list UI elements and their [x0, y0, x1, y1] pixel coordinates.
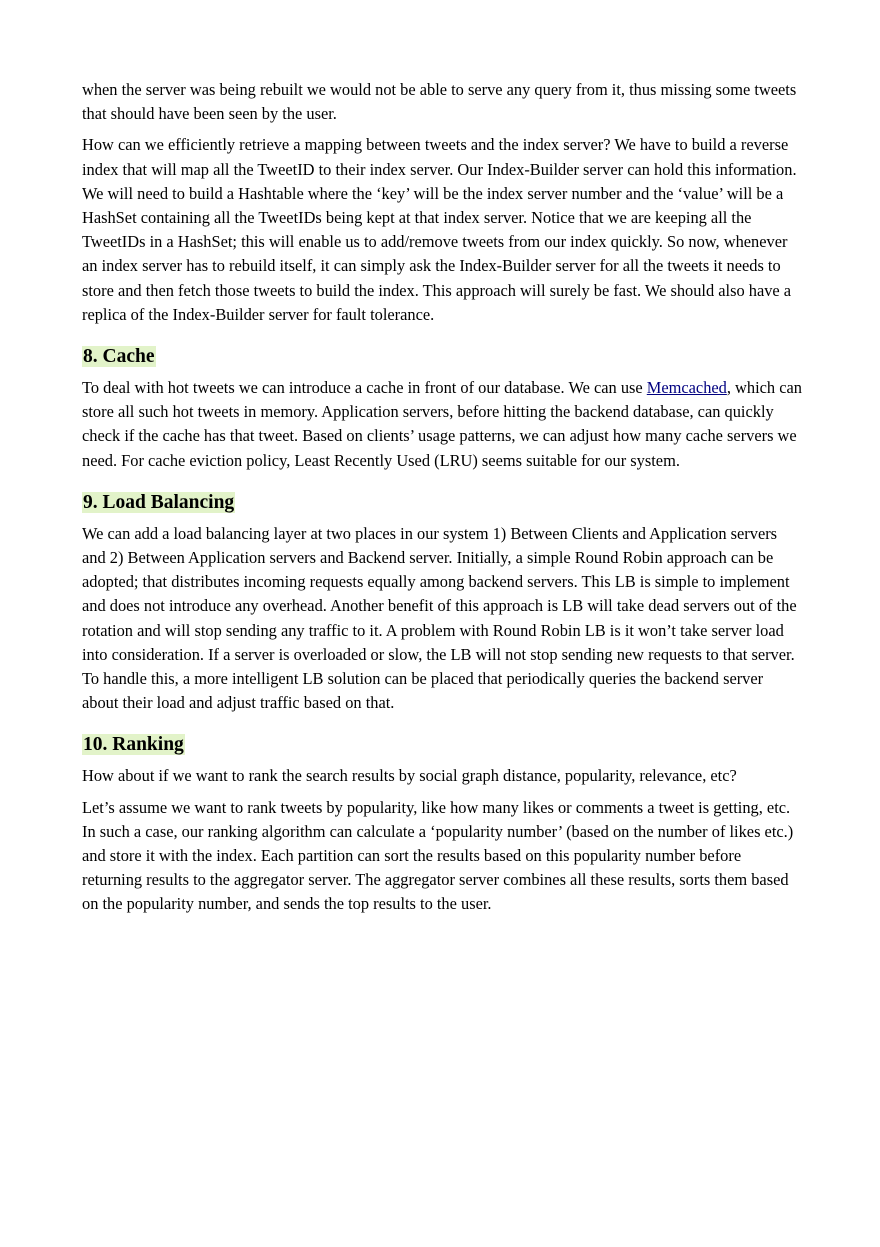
memcached-link[interactable]: Memcached [646, 378, 727, 398]
load-balancing-paragraph: We can add a load balancing layer at two places in our system 1) Between Clients and Application servers and 2) Between Application servers and Backend server. Initially, a simple Round Robin approach can be adopted; that distributes incoming requests equally among backend servers. This LB is simple to implement and does not introduce any overhead. Another benefit of this approach is LB will take dead servers out of the rotation and will stop sending any traffic to it. A problem with Round Robin LB is it won’t take server load into consideration. If a server is overloaded or slow, the LB will not stop sending new requests to that server. To handle this, a more intelligent LB solution can be placed that periodically queries the backend server about their load and adjust traffic based on that. [82, 523, 797, 713]
section-heading-load-balancing: 9. Load Balancing [83, 491, 235, 513]
section-heading-ranking: 10. Ranking [83, 734, 184, 756]
intro-paragraph: How can we efficiently retrieve a mapping between tweets and the index server? We have to build a reverse index that will map all the TweetID to their index server. Our Index-Builder server can hold this information. We will need to build a Hashtable where the ‘key’ will be the index server number and the ‘value’ will be a HashSet containing all the TweetIDs being kept at that index server. Notice that we are keeping all the TweetIDs in a HashSet; this will enable us to add/remove tweets from our index quickly. So now, whenever an index server has to rebuild itself, it can simply ask the Index-Builder server for all the tweets it needs to store and then fetch those tweets to build the index. This approach will surely be fast. We should also have a replica of the Index-Builder server for fault tolerance. [82, 135, 797, 324]
cache-paragraph: To deal with hot tweets we can introduce a cache in front of our database. We can use Memcached, which can store all such hot tweets in memory. Application servers, before hitting the backend database, can quickly check if the cache has that tweet. Based on clients’ usage patterns, we can adjust how many cache servers we need. For cache eviction policy, Least Recently Used (LRU) seems suitable for our system. [82, 378, 802, 470]
section-heading-cache: 8. Cache [83, 346, 155, 368]
intro-paragraph: when the server was being rebuilt we would not be able to serve any query from it, thus missing some tweets that should have been seen by the user. [82, 80, 797, 124]
ranking-paragraph: Let’s assume we want to rank tweets by popularity, like how many likes or comments a tweet is getting, etc. In such a case, our ranking algorithm can calculate a ‘popularity number’ (based on the number of likes etc.) and store it with the index. Each partition can sort the results based on this popularity number before returning results to the aggregator server. The aggregator server combines all these results, sorts them based on the popularity number, and sends the top results to the user. [82, 797, 794, 914]
ranking-paragraph: How about if we want to rank the search results by social graph distance, popularity, relevance, etc? [82, 766, 737, 786]
